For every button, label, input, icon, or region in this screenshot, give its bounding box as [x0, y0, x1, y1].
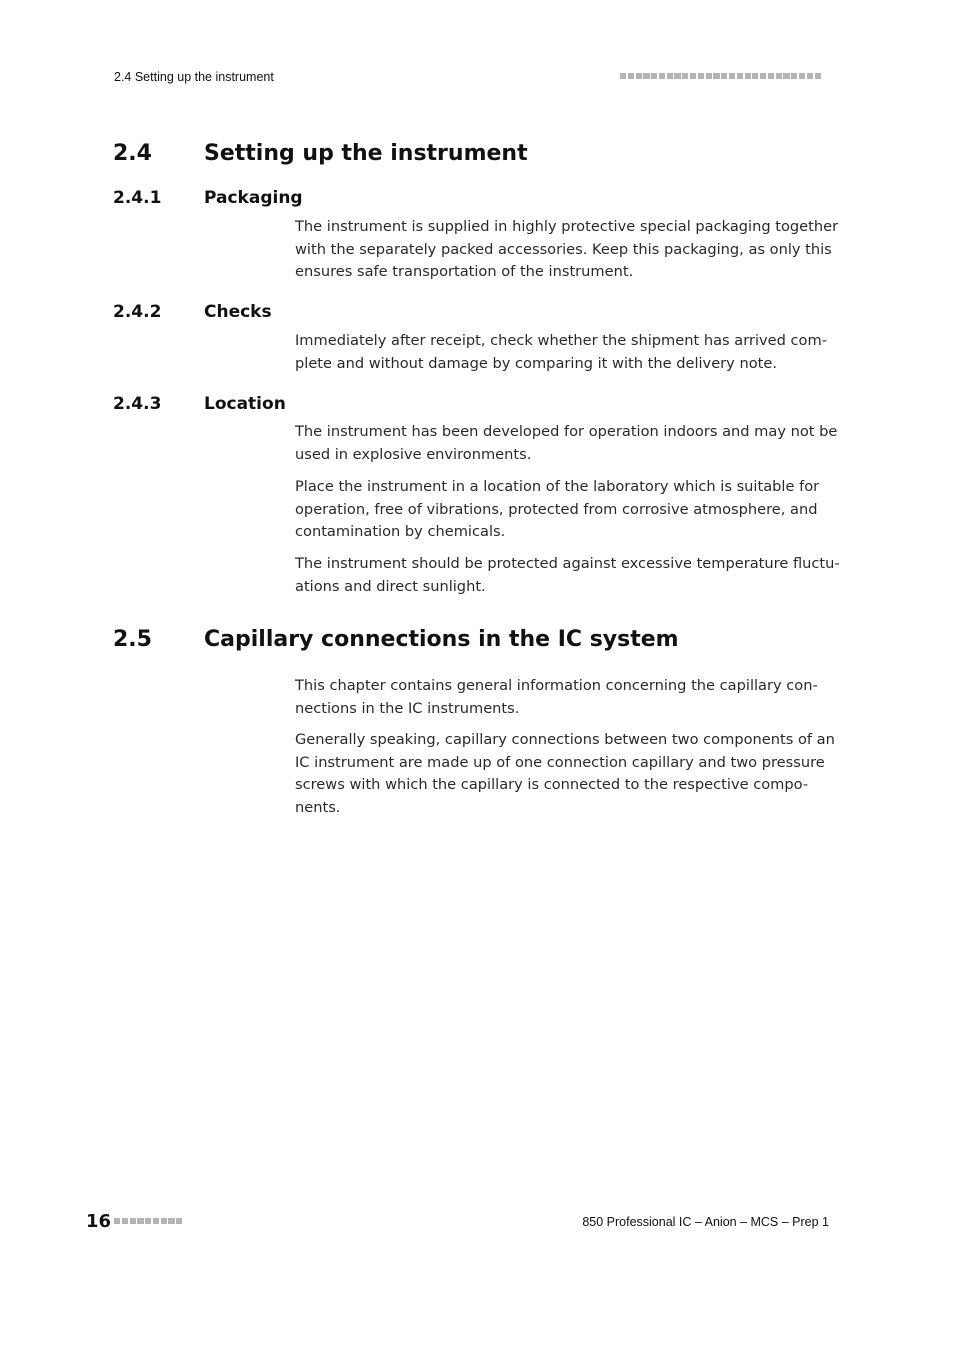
rule-dot: [745, 73, 751, 79]
section-title: Capillary connections in the IC system: [204, 627, 679, 652]
rule-dot: [114, 1218, 120, 1224]
text-line: used in explosive environments.: [295, 445, 532, 463]
text-line: The instrument is supplied in highly protective special packaging together: [295, 218, 839, 235]
rule-dot: [176, 1218, 182, 1224]
checks-paragraph: [295, 330, 835, 375]
capillary-paragraph-2: [295, 729, 835, 819]
rule-dot: [721, 73, 727, 79]
rule-dot: [145, 1218, 151, 1224]
text-line: contamination by chemicals.: [295, 523, 506, 541]
text-line: Place the instrument in a location of the laboratory which is suitable for: [295, 478, 820, 495]
text-line: ations and direct sunlight.: [295, 577, 486, 595]
packaging-paragraph: [295, 216, 839, 284]
rule-dot: [137, 1218, 143, 1224]
text-line: IC instrument are made up of one connection capillary and two pressure: [295, 753, 825, 771]
section-number: 2.4: [113, 141, 152, 166]
capillary-paragraph-1: [295, 675, 835, 720]
header-dot-rule: [620, 73, 821, 79]
rule-dot: [659, 73, 665, 79]
rule-dot: [791, 73, 797, 79]
text-line: Generally speaking, capillary connections between two components of an: [295, 731, 835, 748]
rule-dot: [807, 73, 813, 79]
subsection-number: 2.4.3: [113, 394, 162, 414]
rule-dot: [752, 73, 758, 79]
text-line: The instrument has been developed for operation indoors and may not be: [295, 423, 838, 440]
rule-dot: [729, 73, 735, 79]
rule-dot: [815, 73, 821, 79]
rule-dot: [713, 73, 719, 79]
text-line: with the separately packed accessories. Keep this packaging, as only this: [295, 240, 832, 258]
rule-dot: [153, 1218, 159, 1224]
rule-dot: [799, 73, 805, 79]
rule-dot: [628, 73, 634, 79]
rule-dot: [768, 73, 774, 79]
subsection-title: Packaging: [204, 188, 303, 208]
location-paragraph-1: [295, 421, 838, 466]
text-line: screws with which the capillary is connected to the respective compo-: [295, 776, 809, 794]
location-paragraph-2: [295, 476, 835, 544]
page-number: 16: [86, 1211, 112, 1232]
text-line: nents.: [295, 798, 341, 816]
subsection-title: Location: [204, 394, 286, 414]
rule-dot: [643, 73, 649, 79]
rule-dot: [737, 73, 743, 79]
subsection-number: 2.4.2: [113, 302, 162, 322]
rule-dot: [698, 73, 704, 79]
running-header: 2.4 Setting up the instrument: [114, 70, 274, 84]
text-line: This chapter contains general information concerning the capillary con-: [295, 677, 818, 694]
subsection-number: 2.4.1: [113, 188, 162, 208]
rule-dot: [776, 73, 782, 79]
location-paragraph-3: [295, 553, 840, 598]
text-line: ensures safe transportation of the instrument.: [295, 263, 634, 281]
rule-dot: [130, 1218, 136, 1224]
rule-dot: [760, 73, 766, 79]
rule-dot: [651, 73, 657, 79]
rule-dot: [168, 1218, 174, 1224]
rule-dot: [783, 73, 789, 79]
text-line: plete and without damage by comparing it with the delivery note.: [295, 354, 777, 372]
text-line: Immediately after receipt, check whether the shipment has arrived com-: [295, 332, 827, 349]
footer-dot-rule: [114, 1218, 182, 1224]
rule-dot: [690, 73, 696, 79]
text-line: nections in the IC instruments.: [295, 699, 520, 717]
rule-dot: [620, 73, 626, 79]
rule-dot: [674, 73, 680, 79]
rule-dot: [667, 73, 673, 79]
text-line: The instrument should be protected against excessive temperature fluctu-: [295, 555, 840, 572]
rule-dot: [706, 73, 712, 79]
rule-dot: [682, 73, 688, 79]
text-line: operation, free of vibrations, protected from corrosive atmosphere, and: [295, 500, 818, 518]
rule-dot: [636, 73, 642, 79]
subsection-title: Checks: [204, 302, 272, 322]
footer-document-title: 850 Professional IC – Anion – MCS – Prep 1: [582, 1215, 829, 1229]
rule-dot: [161, 1218, 167, 1224]
rule-dot: [122, 1218, 128, 1224]
section-number: 2.5: [113, 627, 152, 652]
section-title: Setting up the instrument: [204, 141, 528, 166]
